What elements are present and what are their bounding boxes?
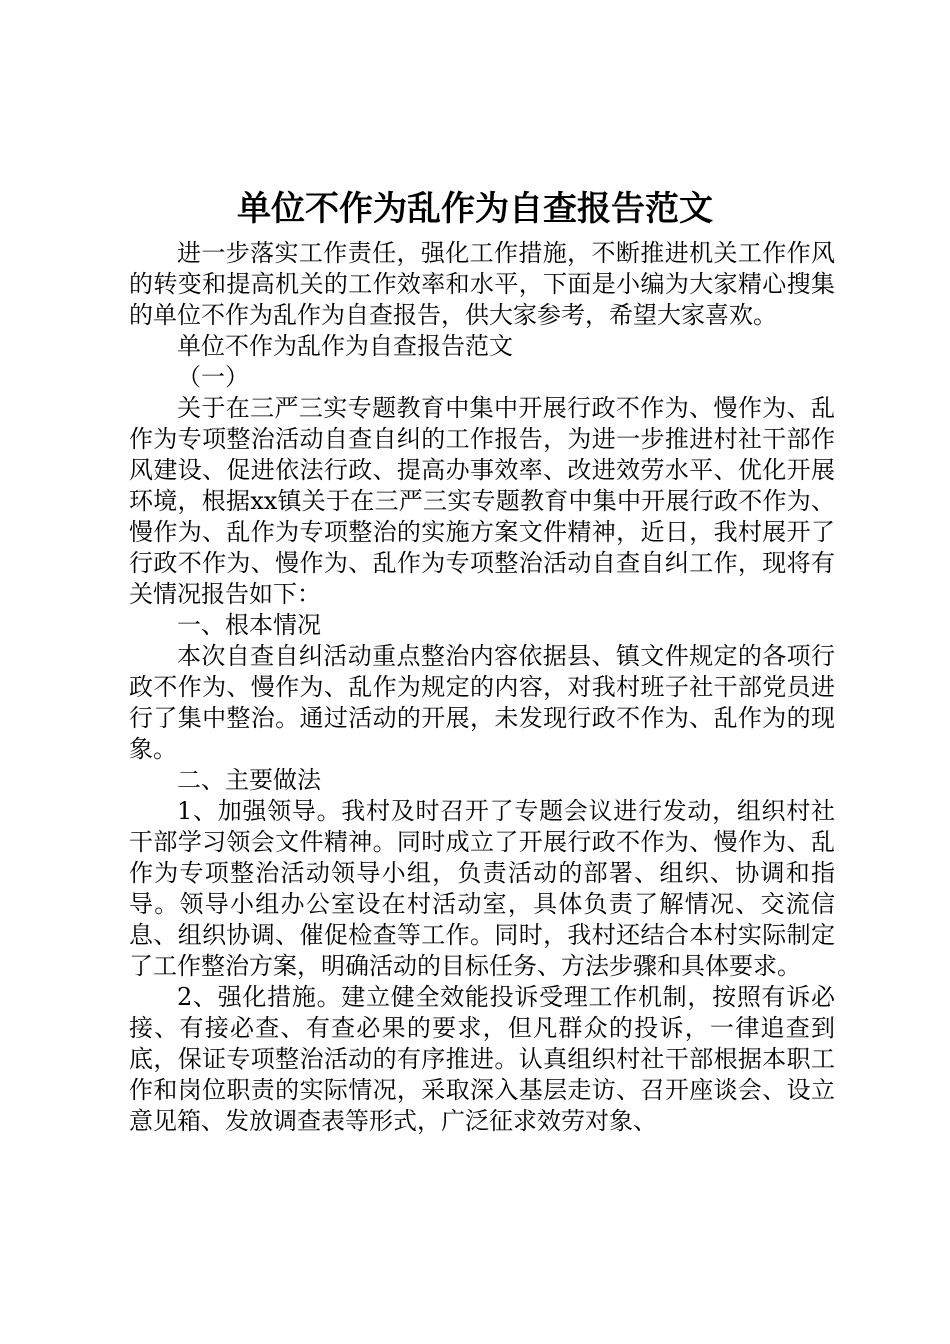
- paragraph-report-intro: 关于在三严三实专题教育中集中开展行政不作为、慢作为、乱作为专项整治活动自查自纠的工作报告，为进一步推进村社干部作风建设、促进依法行政、提高办事效率、改进效劳水平、优化开展环境，根据xx镇关于在三严三实专题教育中集中开展行政不作为、慢作为、乱作为专项整治的实施方案文件精神，近日，我村展开了行政不作为、慢作为、乱作为专项整治活动自查自纠工作，现将有关情况报告如下：: [129, 394, 835, 608]
- document-title: 单位不作为乱作为自查报告范文: [237, 189, 713, 229]
- paragraph-basic-situation: 本次自查自纠活动重点整治内容依据县、镇文件规定的各项行政不作为、慢作为、乱作为规定的内容，对我村班子社干部党员进行了集中整治。通过活动的开展，未发现行政不作为、乱作为的现象。: [129, 642, 835, 763]
- paragraph-intro: 进一步落实工作责任，强化工作措施，不断推进机关工作作风的转变和提高机关的工作效率和水平，下面是小编为大家精心搜集的单位不作为乱作为自查报告，供大家参考，希望大家喜欢。: [129, 239, 835, 329]
- paragraph-subtitle: 单位不作为乱作为自查报告范文: [177, 332, 513, 360]
- paragraph-heading-basic-situation: 一、根本情况: [177, 611, 321, 639]
- paragraph-strengthen-measures: 2、强化措施。建立健全效能投诉受理工作机制，按照有诉必接、有接必查、有查必果的要求，但凡群众的投诉，一律追查到底，保证专项整治活动的有序推进。认真组织村社干部根据本职工作和岗位职责的实际情况，采取深入基层走访、召开座谈会、设立意见箱、发放调查表等形式，广泛征求效劳对象、: [129, 983, 835, 1135]
- paragraph-strengthen-leadership: 1、加强领导。我村及时召开了专题会议进行发动，组织村社干部学习领会文件精神。同时成立了开展行政不作为、慢作为、乱作为专项整治活动领导小组，负责活动的部署、组织、协调和指导。领导小组办公室设在村活动室，具体负责了解情况、交流信息、组织协调、催促检查等工作。同时，我村还结合本村实际制定了工作整治方案，明确活动的目标任务、方法步骤和具体要求。: [129, 797, 835, 980]
- paragraph-heading-main-practices: 二、主要做法: [177, 766, 321, 794]
- paragraph-section-number: （一）: [177, 363, 249, 391]
- document-body: [129, 238, 835, 1137]
